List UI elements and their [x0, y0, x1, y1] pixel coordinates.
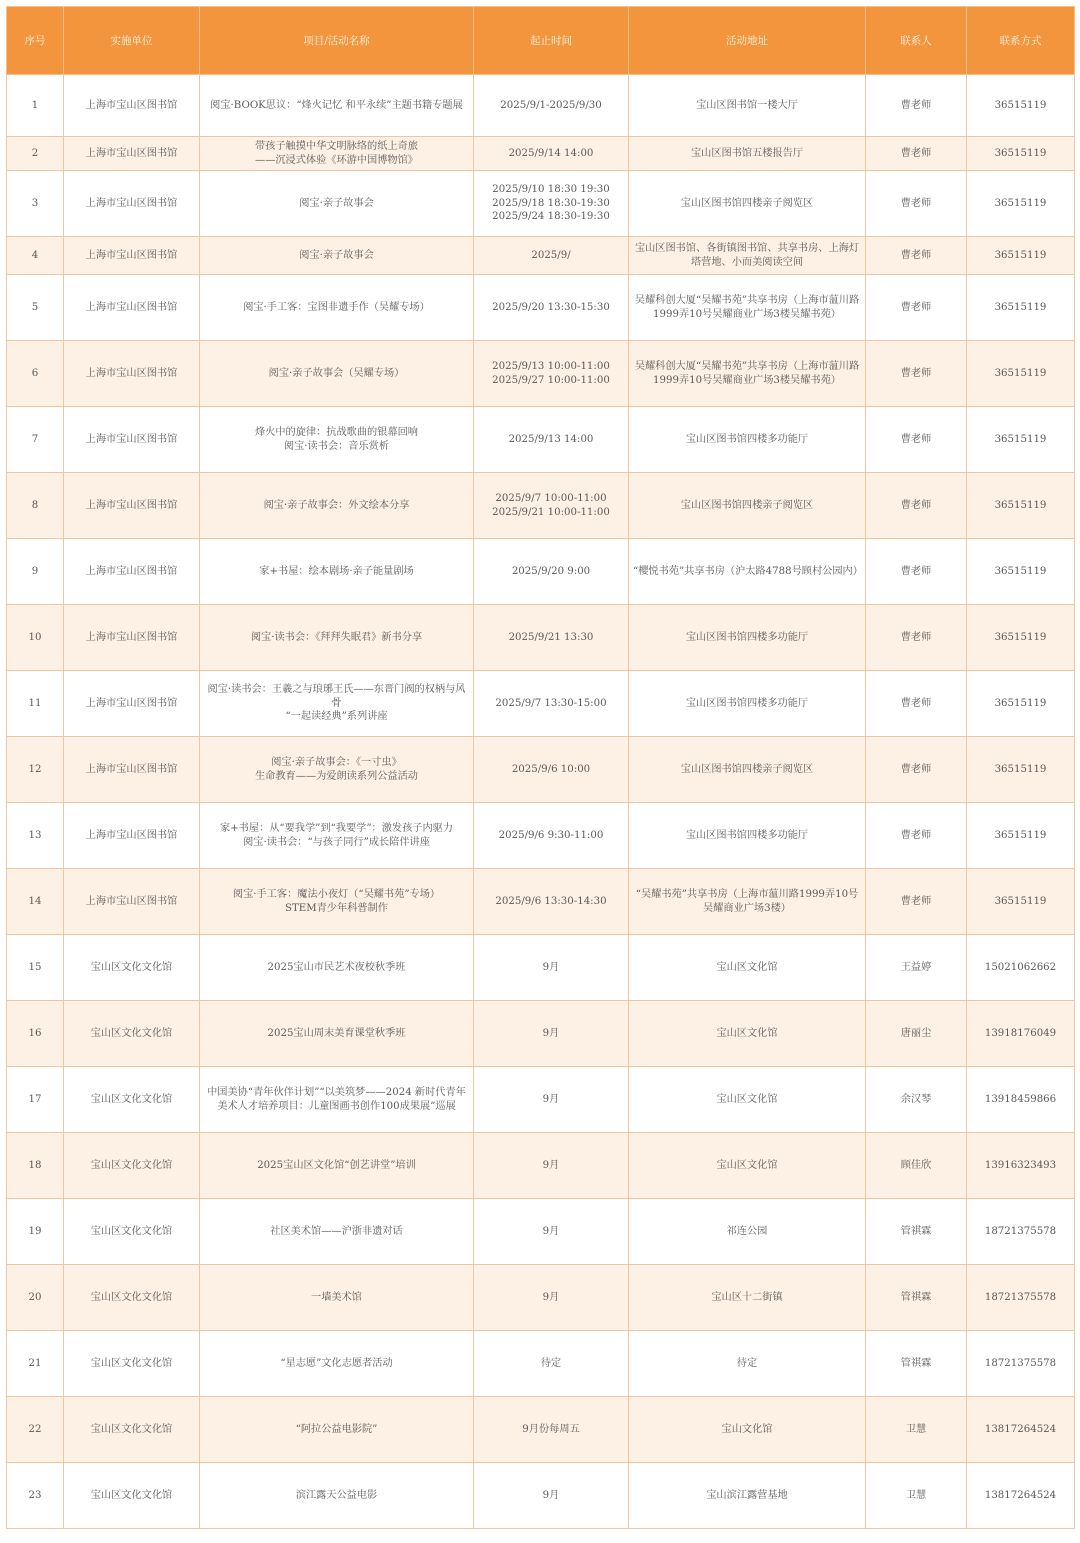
cell-address: 宝山区图书馆四楼亲子阅览区 [629, 473, 866, 539]
cell-contact: 曹老师 [866, 341, 967, 407]
cell-phone: 36515119 [967, 407, 1075, 473]
cell-time: 2025/9/6 9:30-11:00 [474, 803, 629, 869]
cell-line: 2025/9/7 10:00-11:00 [495, 493, 607, 504]
header-contact: 联系人 [866, 7, 967, 75]
cell-address: 宝山区图书馆五楼报告厅 [629, 137, 866, 171]
cell-activity-name: “阿拉公益电影院” [200, 1397, 474, 1463]
cell-activity-name: 阅宝·亲子故事会：外文绘本分享 [200, 473, 474, 539]
table-row [7, 869, 1075, 935]
cell-unit: 上海市宝山区图书馆 [64, 237, 200, 275]
cell-phone: 13916323493 [967, 1133, 1075, 1199]
cell-phone: 36515119 [967, 803, 1075, 869]
cell-line: 带孩子触摸中华文明脉络的纸上奇旅 [255, 141, 418, 152]
cell-activity-name: 阅宝·读书会：《拜拜失眠君》新书分享 [200, 605, 474, 671]
cell-line: 阅宝·读书会：音乐赏析 [283, 440, 390, 452]
table-row [7, 275, 1075, 341]
cell-phone: 36515119 [967, 737, 1075, 803]
cell-time: 2025/9/20 9:00 [474, 539, 629, 605]
cell-activity-name: 社区美术馆——沪浙非遗对话 [200, 1199, 474, 1265]
cell-no: 18 [7, 1133, 64, 1199]
cell-unit: 上海市宝山区图书馆 [64, 605, 200, 671]
cell-address: “樱悦书苑”共享书房（沪太路4788号顾村公园内） [629, 539, 866, 605]
cell-line: STEM青少年科普制作 [285, 902, 388, 914]
cell-activity-name [200, 407, 474, 473]
cell-line: 2025/9/27 10:00-11:00 [492, 374, 610, 386]
cell-activity-name: 2025宝山市民艺术夜校秋季班 [200, 935, 474, 1001]
cell-time: 9月 [474, 1001, 629, 1067]
cell-contact: 曹老师 [866, 539, 967, 605]
cell-time [474, 473, 629, 539]
cell-phone: 36515119 [967, 341, 1075, 407]
cell-activity-name: 中国美协“青年伙伴计划”“以美筑梦——2024 新时代青年美术人才培养项目：儿童图画书创作100成果展”巡展 [200, 1067, 474, 1133]
cell-unit: 上海市宝山区图书馆 [64, 539, 200, 605]
cell-no: 17 [7, 1067, 64, 1133]
cell-time: 2025/9/6 10:00 [474, 737, 629, 803]
cell-address: 宝山区文化馆 [629, 1133, 866, 1199]
cell-time: 2025/9/20 13:30-15:30 [474, 275, 629, 341]
cell-phone: 18721375578 [967, 1265, 1075, 1331]
cell-unit: 宝山区文化文化馆 [64, 1133, 200, 1199]
header-address: 活动地址 [629, 7, 866, 75]
cell-phone: 36515119 [967, 473, 1075, 539]
cell-line: “一起读经典”系列讲座 [285, 711, 388, 723]
table-header-row [7, 7, 1075, 75]
cell-phone: 36515119 [967, 539, 1075, 605]
cell-address: 宝山区图书馆四楼亲子阅览区 [629, 171, 866, 237]
cell-time: 9月 [474, 1067, 629, 1133]
table-row [7, 137, 1075, 171]
cell-line: 家+书屋：从“要我学”到“我要学”：激发孩子内驱力 [219, 823, 454, 834]
cell-unit: 宝山区文化文化馆 [64, 1067, 200, 1133]
cell-no: 13 [7, 803, 64, 869]
cell-contact: 管祺霖 [866, 1265, 967, 1331]
cell-address: 待定 [629, 1331, 866, 1397]
cell-unit: 上海市宝山区图书馆 [64, 671, 200, 737]
cell-no: 23 [7, 1463, 64, 1529]
cell-phone: 13918459866 [967, 1067, 1075, 1133]
cell-no: 22 [7, 1397, 64, 1463]
cell-unit: 上海市宝山区图书馆 [64, 473, 200, 539]
cell-activity-name [200, 737, 474, 803]
cell-no: 19 [7, 1199, 64, 1265]
cell-no: 5 [7, 275, 64, 341]
table-row [7, 341, 1075, 407]
table-row [7, 935, 1075, 1001]
cell-unit: 宝山区文化文化馆 [64, 1331, 200, 1397]
cell-contact: 卫慧 [866, 1463, 967, 1529]
cell-contact: 管祺霖 [866, 1331, 967, 1397]
cell-contact: 管祺霖 [866, 1199, 967, 1265]
cell-address: 宝山区图书馆四楼多功能厅 [629, 803, 866, 869]
cell-address: “吴耀书苑”共享书房（上海市蕰川路1999弄10号吴耀商业广场3楼） [629, 869, 866, 935]
cell-line: 烽火中的旋律：抗战歌曲的银幕回响 [255, 427, 418, 438]
cell-phone: 18721375578 [967, 1199, 1075, 1265]
cell-phone: 36515119 [967, 237, 1075, 275]
cell-address: 宝山区文化馆 [629, 935, 866, 1001]
table-row [7, 605, 1075, 671]
table-row [7, 1265, 1075, 1331]
cell-contact: 曹老师 [866, 75, 967, 137]
cell-no: 11 [7, 671, 64, 737]
header-unit: 实施单位 [64, 7, 200, 75]
cell-contact: 余汉琴 [866, 1067, 967, 1133]
cell-activity-name: 2025宝山区文化馆“创艺讲堂”培训 [200, 1133, 474, 1199]
cell-no: 20 [7, 1265, 64, 1331]
table-row [7, 1331, 1075, 1397]
cell-time: 9月 [474, 1265, 629, 1331]
cell-phone: 13918176049 [967, 1001, 1075, 1067]
cell-unit: 上海市宝山区图书馆 [64, 341, 200, 407]
cell-unit: 上海市宝山区图书馆 [64, 737, 200, 803]
cell-phone: 15021062662 [967, 935, 1075, 1001]
cell-unit: 宝山区文化文化馆 [64, 935, 200, 1001]
table-row [7, 237, 1075, 275]
cell-unit: 上海市宝山区图书馆 [64, 407, 200, 473]
cell-no: 6 [7, 341, 64, 407]
cell-contact: 唐丽尘 [866, 1001, 967, 1067]
cell-unit: 上海市宝山区图书馆 [64, 275, 200, 341]
cell-time: 2025/9/14 14:00 [474, 137, 629, 171]
cell-activity-name: 阅宝·亲子故事会 [200, 237, 474, 275]
cell-no: 21 [7, 1331, 64, 1397]
cell-phone: 36515119 [967, 869, 1075, 935]
cell-line: 2025/9/21 10:00-11:00 [492, 506, 610, 518]
table-row [7, 1199, 1075, 1265]
cell-time: 待定 [474, 1331, 629, 1397]
cell-phone: 18721375578 [967, 1331, 1075, 1397]
cell-unit: 宝山区文化文化馆 [64, 1397, 200, 1463]
cell-contact: 顾佳欣 [866, 1133, 967, 1199]
cell-no: 12 [7, 737, 64, 803]
table-body [7, 75, 1075, 1529]
cell-contact: 曹老师 [866, 473, 967, 539]
cell-contact: 曹老师 [866, 737, 967, 803]
cell-contact: 曹老师 [866, 137, 967, 171]
table-row [7, 473, 1075, 539]
cell-time: 9月 [474, 1199, 629, 1265]
cell-activity-name: 阅宝·BOOK思议：“烽火记忆 和平永续”主题书籍专题展 [200, 75, 474, 137]
table-row [7, 1067, 1075, 1133]
cell-phone: 13817264524 [967, 1397, 1075, 1463]
cell-address: 吴耀科创大厦“吴耀书苑”共享书房（上海市蕰川路1999弄10号吴耀商业广场3楼吴耀书苑） [629, 341, 866, 407]
table-row [7, 407, 1075, 473]
cell-phone: 36515119 [967, 605, 1075, 671]
cell-unit: 上海市宝山区图书馆 [64, 171, 200, 237]
cell-line: 阅宝·读书会：王羲之与琅琊王氏——东晋门阀的权柄与风骨 [207, 684, 466, 709]
cell-address: 宝山区图书馆、各街镇图书馆、共享书房、上海灯塔营地、小而美阅读空间 [629, 237, 866, 275]
cell-time: 2025/9/13 14:00 [474, 407, 629, 473]
cell-activity-name: 阅宝·手工客：宝图非遗手作（吴耀专场） [200, 275, 474, 341]
header-no: 序号 [7, 7, 64, 75]
cell-no: 10 [7, 605, 64, 671]
cell-time [474, 171, 629, 237]
cell-time: 2025/9/21 13:30 [474, 605, 629, 671]
cell-line: 2025/9/18 18:30-19:30 [492, 197, 610, 209]
cell-line: 2025/9/13 10:00-11:00 [492, 361, 610, 372]
cell-contact: 曹老师 [866, 407, 967, 473]
header-activity-name: 项目/活动名称 [200, 7, 474, 75]
cell-address: 宝山区十二街镇 [629, 1265, 866, 1331]
cell-line: 阅宝·手工客：魔法小夜灯（“吴耀书苑”专场） [232, 889, 441, 900]
table-row [7, 737, 1075, 803]
cell-activity-name: 滨江露天公益电影 [200, 1463, 474, 1529]
cell-contact: 曹老师 [866, 605, 967, 671]
cell-time: 2025/9/7 13:30-15:00 [474, 671, 629, 737]
table-row [7, 1133, 1075, 1199]
cell-unit: 宝山区文化文化馆 [64, 1463, 200, 1529]
cell-time: 2025/9/ [474, 237, 629, 275]
cell-activity-name [200, 869, 474, 935]
cell-unit: 上海市宝山区图书馆 [64, 137, 200, 171]
cell-time: 9月份每周五 [474, 1397, 629, 1463]
cell-no: 8 [7, 473, 64, 539]
cell-unit: 上海市宝山区图书馆 [64, 803, 200, 869]
cell-contact: 曹老师 [866, 671, 967, 737]
activity-table [6, 6, 1075, 1529]
table-row [7, 1463, 1075, 1529]
cell-contact: 曹老师 [866, 275, 967, 341]
header-phone: 联系方式 [967, 7, 1075, 75]
table-row [7, 1001, 1075, 1067]
cell-activity-name [200, 137, 474, 171]
cell-no: 2 [7, 137, 64, 171]
header-time: 起止时间 [474, 7, 629, 75]
cell-activity-name: 一墙美术馆 [200, 1265, 474, 1331]
cell-phone: 36515119 [967, 671, 1075, 737]
cell-activity-name: 家+书屋：绘本剧场·亲子能量剧场 [200, 539, 474, 605]
cell-no: 3 [7, 171, 64, 237]
cell-line: 2025/9/10 18:30 19:30 [492, 184, 610, 196]
cell-address: 宝山文化馆 [629, 1397, 866, 1463]
cell-address: 宝山区图书馆一楼大厅 [629, 75, 866, 137]
cell-address: 吴耀科创大厦“吴耀书苑”共享书房（上海市蕰川路1999弄10号吴耀商业广场3楼吴耀书苑） [629, 275, 866, 341]
cell-no: 4 [7, 237, 64, 275]
cell-address: 宝山滨江露营基地 [629, 1463, 866, 1529]
table-row [7, 803, 1075, 869]
cell-line: 生命教育——为爱朗读系列公益活动 [255, 770, 418, 782]
cell-contact: 曹老师 [866, 237, 967, 275]
table-row [7, 75, 1075, 137]
cell-line: ——沉浸式体验《环游中国博物馆》 [255, 154, 418, 166]
cell-address: 宝山区图书馆四楼多功能厅 [629, 671, 866, 737]
cell-activity-name: 阅宝·亲子故事会 [200, 171, 474, 237]
table-row [7, 171, 1075, 237]
cell-activity-name: 2025宝山周末美育课堂秋季班 [200, 1001, 474, 1067]
cell-unit: 上海市宝山区图书馆 [64, 75, 200, 137]
cell-contact: 曹老师 [866, 171, 967, 237]
cell-line: 阅宝·亲子故事会：《一寸虫》 [271, 757, 402, 768]
cell-unit: 宝山区文化文化馆 [64, 1265, 200, 1331]
activity-schedule-sheet [6, 6, 1074, 1529]
cell-address: 祁连公园 [629, 1199, 866, 1265]
cell-contact: 曹老师 [866, 803, 967, 869]
cell-activity-name: 阅宝·亲子故事会（吴耀专场） [200, 341, 474, 407]
cell-phone: 36515119 [967, 137, 1075, 171]
cell-no: 16 [7, 1001, 64, 1067]
cell-time: 9月 [474, 935, 629, 1001]
cell-address: 宝山区文化馆 [629, 1067, 866, 1133]
cell-address: 宝山区文化馆 [629, 1001, 866, 1067]
cell-no: 1 [7, 75, 64, 137]
cell-contact: 王益婷 [866, 935, 967, 1001]
cell-activity-name [200, 803, 474, 869]
table-row [7, 671, 1075, 737]
cell-time: 2025/9/1-2025/9/30 [474, 75, 629, 137]
cell-address: 宝山区图书馆四楼多功能厅 [629, 407, 866, 473]
cell-no: 15 [7, 935, 64, 1001]
table-row [7, 1397, 1075, 1463]
cell-time: 9月 [474, 1463, 629, 1529]
cell-contact: 曹老师 [866, 869, 967, 935]
cell-phone: 36515119 [967, 75, 1075, 137]
cell-time [474, 341, 629, 407]
cell-no: 9 [7, 539, 64, 605]
cell-activity-name: “星志愿”文化志愿者活动 [200, 1331, 474, 1397]
cell-no: 7 [7, 407, 64, 473]
cell-line: 阅宝·读书会：“与孩子同行”成长陪伴讲座 [243, 836, 430, 848]
cell-time: 2025/9/6 13:30-14:30 [474, 869, 629, 935]
table-row [7, 539, 1075, 605]
cell-time: 9月 [474, 1133, 629, 1199]
cell-unit: 宝山区文化文化馆 [64, 1199, 200, 1265]
cell-address: 宝山区图书馆四楼亲子阅览区 [629, 737, 866, 803]
cell-activity-name [200, 671, 474, 737]
cell-phone: 36515119 [967, 275, 1075, 341]
cell-address: 宝山区图书馆四楼多功能厅 [629, 605, 866, 671]
cell-phone: 36515119 [967, 171, 1075, 237]
cell-line: 2025/9/24 18:30-19:30 [492, 211, 610, 223]
cell-unit: 宝山区文化文化馆 [64, 1001, 200, 1067]
cell-phone: 13817264524 [967, 1463, 1075, 1529]
cell-unit: 上海市宝山区图书馆 [64, 869, 200, 935]
cell-no: 14 [7, 869, 64, 935]
cell-contact: 卫慧 [866, 1397, 967, 1463]
